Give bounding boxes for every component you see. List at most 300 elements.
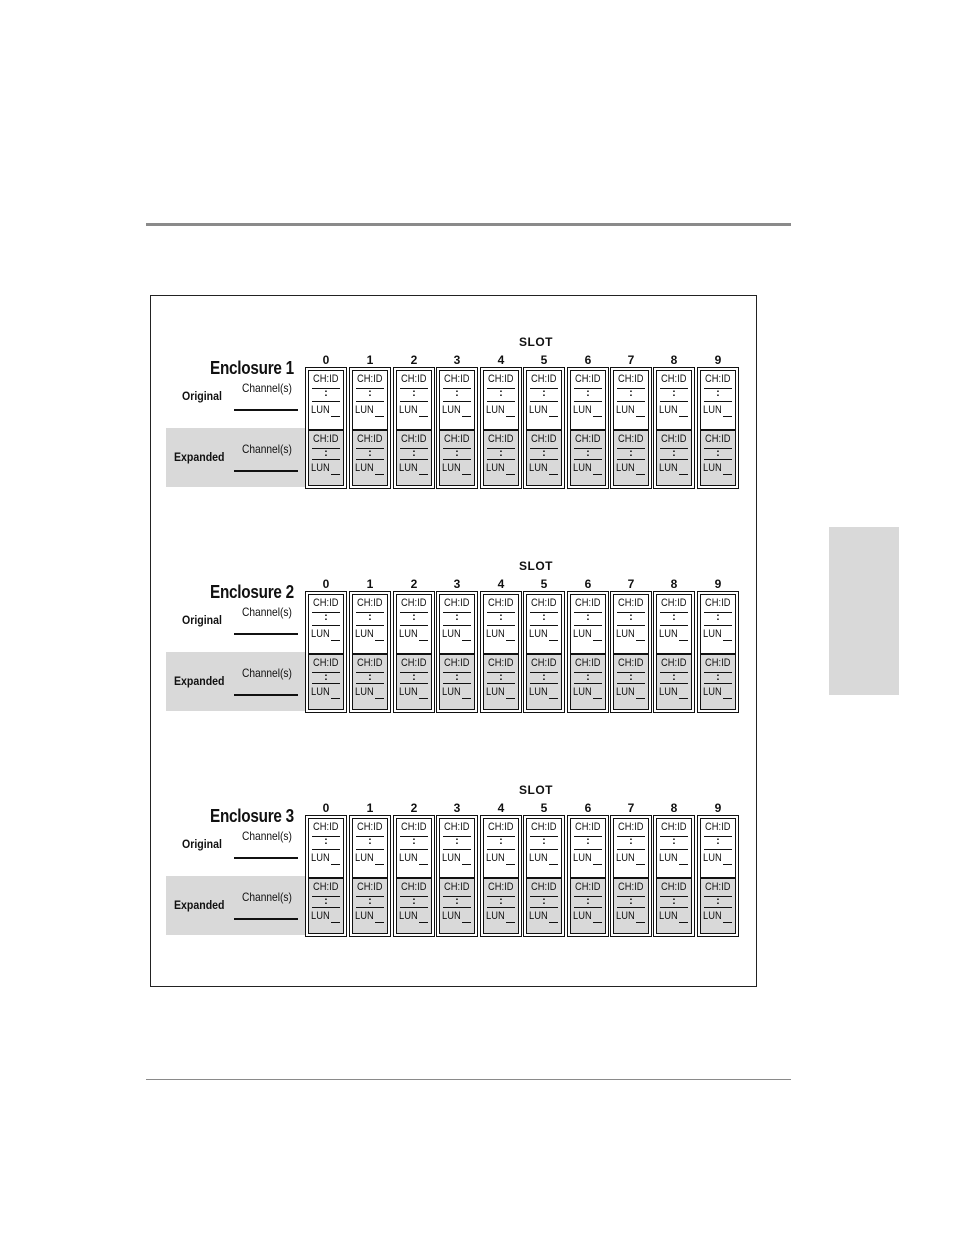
lun-blank <box>375 640 384 641</box>
original-channel-blank <box>234 409 298 411</box>
lun-label: LUN <box>442 628 461 640</box>
chid-colon: : <box>542 611 546 623</box>
chid-colon: : <box>368 387 372 399</box>
lun-label: LUN <box>311 910 330 922</box>
drive-slot <box>567 367 609 489</box>
lun-label: LUN <box>659 686 678 698</box>
chid-label: CH:ID <box>618 597 644 609</box>
chid-colon: : <box>716 895 720 907</box>
lun-label: LUN <box>573 628 592 640</box>
lun-blank <box>331 864 340 865</box>
expanded-cell <box>308 430 344 486</box>
slot-number: 5 <box>540 353 548 367</box>
drive-slot <box>567 815 609 937</box>
ch-id-blank-line <box>443 907 471 908</box>
ch-id-blank-line <box>356 849 384 850</box>
slot-number: 4 <box>497 801 505 815</box>
lun-blank <box>679 864 688 865</box>
chid-label: CH:ID <box>313 821 339 833</box>
ch-id-blank-line <box>443 849 471 850</box>
ch-id-blank-line <box>617 907 645 908</box>
expanded-cell <box>308 878 344 934</box>
chid-colon: : <box>499 387 503 399</box>
lun-label: LUN <box>529 628 548 640</box>
lun-blank <box>549 474 558 475</box>
original-row-label: Original <box>182 837 222 851</box>
lun-blank <box>506 922 515 923</box>
original-cell <box>656 818 692 878</box>
lun-label: LUN <box>529 686 548 698</box>
chid-label: CH:ID <box>444 657 470 669</box>
expanded-cell <box>352 654 388 710</box>
drive-slot <box>697 591 739 713</box>
lun-blank <box>636 416 645 417</box>
chid-colon: : <box>455 611 459 623</box>
expanded-cell <box>613 654 649 710</box>
ch-id-blank-line <box>574 401 602 402</box>
lun-blank <box>331 640 340 641</box>
ch-id-blank-line <box>617 625 645 626</box>
lun-blank <box>375 698 384 699</box>
lun-label: LUN <box>355 686 374 698</box>
ch-id-blank-line <box>312 683 340 684</box>
chid-label: CH:ID <box>313 657 339 669</box>
original-channel-label: Channel(s) <box>242 605 292 619</box>
original-cell <box>308 594 344 654</box>
ch-id-blank-line <box>487 401 515 402</box>
lun-label: LUN <box>399 910 418 922</box>
lun-label: LUN <box>311 404 330 416</box>
expanded-channel-blank <box>234 470 298 472</box>
lun-label: LUN <box>573 462 592 474</box>
lun-label: LUN <box>311 686 330 698</box>
drive-slot <box>436 815 478 937</box>
ch-id-blank-line <box>704 625 732 626</box>
drive-slot <box>393 591 435 713</box>
drive-slot <box>523 815 565 937</box>
chid-label: CH:ID <box>444 433 470 445</box>
expanded-cell <box>439 878 475 934</box>
drive-slot <box>480 815 522 937</box>
lun-blank <box>593 474 602 475</box>
chid-colon: : <box>586 611 590 623</box>
expanded-cell <box>483 878 519 934</box>
ch-id-blank-line <box>312 849 340 850</box>
chid-colon: : <box>455 671 459 683</box>
drive-slot <box>653 591 695 713</box>
ch-id-blank-line <box>487 849 515 850</box>
original-cell <box>396 370 432 430</box>
ch-id-blank-line <box>356 625 384 626</box>
lun-label: LUN <box>486 852 505 864</box>
chid-colon: : <box>542 895 546 907</box>
original-cell <box>656 370 692 430</box>
lun-blank <box>462 474 471 475</box>
lun-blank <box>636 640 645 641</box>
ch-id-blank-line <box>574 625 602 626</box>
slot-number: 2 <box>410 353 418 367</box>
chid-label: CH:ID <box>488 597 514 609</box>
chid-colon: : <box>629 835 633 847</box>
chid-colon: : <box>455 895 459 907</box>
chid-colon: : <box>412 895 416 907</box>
original-cell <box>613 370 649 430</box>
chid-colon: : <box>499 611 503 623</box>
chid-colon: : <box>672 895 676 907</box>
drive-slot <box>697 815 739 937</box>
lun-blank <box>679 698 688 699</box>
chid-colon: : <box>324 447 328 459</box>
chid-label: CH:ID <box>531 597 557 609</box>
lun-blank <box>375 922 384 923</box>
drive-slot <box>393 367 435 489</box>
lun-blank <box>331 474 340 475</box>
lun-blank <box>419 922 428 923</box>
enclosure-title: Enclosure 2 <box>210 582 294 602</box>
chid-label: CH:ID <box>531 373 557 385</box>
ch-id-blank-line <box>400 401 428 402</box>
ch-id-blank-line <box>704 459 732 460</box>
chid-label: CH:ID <box>618 881 644 893</box>
slot-number: 5 <box>540 801 548 815</box>
chid-colon: : <box>542 671 546 683</box>
ch-id-blank-line <box>530 683 558 684</box>
chid-label: CH:ID <box>488 373 514 385</box>
lun-blank <box>549 864 558 865</box>
chid-colon: : <box>455 835 459 847</box>
slot-number: 6 <box>584 577 592 591</box>
lun-label: LUN <box>311 628 330 640</box>
chid-colon: : <box>716 611 720 623</box>
lun-label: LUN <box>573 852 592 864</box>
original-cell <box>439 818 475 878</box>
expanded-cell <box>700 654 736 710</box>
lun-blank <box>679 416 688 417</box>
lun-blank <box>723 922 732 923</box>
chid-label: CH:ID <box>531 433 557 445</box>
ch-id-blank-line <box>617 683 645 684</box>
ch-id-blank-line <box>356 907 384 908</box>
chid-label: CH:ID <box>661 597 687 609</box>
lun-blank <box>419 416 428 417</box>
drive-slot <box>349 591 391 713</box>
drive-slot <box>567 591 609 713</box>
lun-label: LUN <box>355 628 374 640</box>
drive-slot <box>436 591 478 713</box>
chid-colon: : <box>324 611 328 623</box>
chid-label: CH:ID <box>488 881 514 893</box>
lun-blank <box>419 864 428 865</box>
lun-label: LUN <box>703 404 722 416</box>
slot-number: 7 <box>627 801 635 815</box>
chid-label: CH:ID <box>357 433 383 445</box>
chid-label: CH:ID <box>705 821 731 833</box>
ch-id-blank-line <box>312 459 340 460</box>
lun-label: LUN <box>529 404 548 416</box>
expanded-cell <box>526 430 562 486</box>
chid-label: CH:ID <box>313 597 339 609</box>
ch-id-blank-line <box>704 401 732 402</box>
lun-blank <box>723 640 732 641</box>
expanded-row-label: Expanded <box>174 674 225 688</box>
drive-slot <box>305 367 347 489</box>
lun-blank <box>419 474 428 475</box>
lun-blank <box>506 698 515 699</box>
ch-id-blank-line <box>356 459 384 460</box>
chid-label: CH:ID <box>444 821 470 833</box>
lun-label: LUN <box>399 462 418 474</box>
chid-label: CH:ID <box>444 373 470 385</box>
lun-label: LUN <box>659 628 678 640</box>
slot-number: 3 <box>453 577 461 591</box>
chid-colon: : <box>586 835 590 847</box>
header-rule <box>146 223 791 226</box>
lun-blank <box>723 698 732 699</box>
ch-id-blank-line <box>312 625 340 626</box>
original-cell <box>352 594 388 654</box>
chid-label: CH:ID <box>661 373 687 385</box>
lun-blank <box>593 698 602 699</box>
lun-label: LUN <box>703 462 722 474</box>
chid-label: CH:ID <box>575 373 601 385</box>
chid-label: CH:ID <box>575 821 601 833</box>
lun-blank <box>679 474 688 475</box>
chid-colon: : <box>629 895 633 907</box>
original-cell <box>483 370 519 430</box>
original-cell <box>439 594 475 654</box>
ch-id-blank-line <box>530 907 558 908</box>
chid-colon: : <box>412 835 416 847</box>
lun-label: LUN <box>703 686 722 698</box>
chid-label: CH:ID <box>575 433 601 445</box>
lun-label: LUN <box>399 686 418 698</box>
chid-colon: : <box>586 447 590 459</box>
slot-number: 4 <box>497 353 505 367</box>
lun-blank <box>375 864 384 865</box>
drive-slot <box>523 591 565 713</box>
chid-label: CH:ID <box>531 821 557 833</box>
chid-label: CH:ID <box>357 881 383 893</box>
chid-colon: : <box>586 895 590 907</box>
lun-label: LUN <box>616 462 635 474</box>
lun-label: LUN <box>703 852 722 864</box>
expanded-channel-label: Channel(s) <box>242 890 292 904</box>
expanded-cell <box>570 878 606 934</box>
original-cell <box>308 370 344 430</box>
chid-colon: : <box>499 895 503 907</box>
lun-blank <box>462 640 471 641</box>
original-row-label: Original <box>182 389 222 403</box>
lun-blank <box>462 864 471 865</box>
lun-label: LUN <box>616 852 635 864</box>
drive-slot <box>610 367 652 489</box>
lun-blank <box>375 416 384 417</box>
chid-label: CH:ID <box>618 821 644 833</box>
chid-colon: : <box>629 611 633 623</box>
lun-label: LUN <box>442 686 461 698</box>
ch-id-blank-line <box>400 683 428 684</box>
slot-number: 6 <box>584 801 592 815</box>
original-cell <box>483 594 519 654</box>
original-cell <box>656 594 692 654</box>
chid-colon: : <box>716 671 720 683</box>
drive-slot <box>610 815 652 937</box>
slot-number: 8 <box>670 353 678 367</box>
chid-colon: : <box>368 671 372 683</box>
lun-label: LUN <box>399 852 418 864</box>
ch-id-blank-line <box>704 683 732 684</box>
original-cell <box>570 594 606 654</box>
lun-label: LUN <box>616 404 635 416</box>
original-cell <box>613 594 649 654</box>
ch-id-blank-line <box>530 625 558 626</box>
chid-label: CH:ID <box>444 881 470 893</box>
chid-label: CH:ID <box>357 821 383 833</box>
ch-id-blank-line <box>660 625 688 626</box>
lun-blank <box>636 474 645 475</box>
lun-blank <box>549 640 558 641</box>
original-cell <box>700 594 736 654</box>
lun-blank <box>593 864 602 865</box>
chid-colon: : <box>542 387 546 399</box>
slot-number: 7 <box>627 577 635 591</box>
lun-blank <box>462 698 471 699</box>
lun-label: LUN <box>703 628 722 640</box>
ch-id-blank-line <box>443 625 471 626</box>
ch-id-blank-line <box>574 459 602 460</box>
expanded-cell <box>526 654 562 710</box>
lun-blank <box>506 640 515 641</box>
lun-label: LUN <box>311 852 330 864</box>
chid-label: CH:ID <box>705 881 731 893</box>
chid-label: CH:ID <box>313 373 339 385</box>
lun-label: LUN <box>703 910 722 922</box>
slot-number: 3 <box>453 801 461 815</box>
drive-slot <box>653 815 695 937</box>
chid-label: CH:ID <box>357 657 383 669</box>
expanded-cell <box>396 430 432 486</box>
slot-number: 3 <box>453 353 461 367</box>
lun-label: LUN <box>399 404 418 416</box>
slot-number: 4 <box>497 577 505 591</box>
ch-id-blank-line <box>617 401 645 402</box>
ch-id-blank-line <box>400 459 428 460</box>
slot-number: 9 <box>714 577 722 591</box>
ch-id-blank-line <box>400 907 428 908</box>
lun-blank <box>723 474 732 475</box>
ch-id-blank-line <box>400 625 428 626</box>
lun-label: LUN <box>573 686 592 698</box>
chid-colon: : <box>542 447 546 459</box>
lun-label: LUN <box>659 404 678 416</box>
lun-label: LUN <box>311 462 330 474</box>
lun-blank <box>506 416 515 417</box>
expanded-cell <box>526 878 562 934</box>
expanded-cell <box>396 654 432 710</box>
chid-label: CH:ID <box>575 597 601 609</box>
drive-slot <box>305 591 347 713</box>
chid-colon: : <box>629 447 633 459</box>
chid-label: CH:ID <box>618 433 644 445</box>
original-cell <box>308 818 344 878</box>
chid-colon: : <box>672 447 676 459</box>
chid-colon: : <box>499 835 503 847</box>
chid-label: CH:ID <box>705 597 731 609</box>
slot-number: 6 <box>584 353 592 367</box>
chid-label: CH:ID <box>618 657 644 669</box>
lun-blank <box>723 416 732 417</box>
ch-id-blank-line <box>530 459 558 460</box>
ch-id-blank-line <box>443 459 471 460</box>
lun-blank <box>331 922 340 923</box>
expanded-cell <box>656 878 692 934</box>
lun-blank <box>331 698 340 699</box>
lun-blank <box>636 864 645 865</box>
lun-blank <box>593 416 602 417</box>
expanded-cell <box>656 654 692 710</box>
chid-colon: : <box>368 447 372 459</box>
chid-colon: : <box>455 447 459 459</box>
original-row-label: Original <box>182 613 222 627</box>
chid-label: CH:ID <box>661 821 687 833</box>
chid-label: CH:ID <box>661 657 687 669</box>
original-cell <box>396 818 432 878</box>
ch-id-blank-line <box>574 849 602 850</box>
drive-slot <box>480 367 522 489</box>
lun-label: LUN <box>616 686 635 698</box>
slot-number: 1 <box>366 353 374 367</box>
chid-colon: : <box>716 447 720 459</box>
enclosure-block <box>166 333 742 533</box>
chid-colon: : <box>629 387 633 399</box>
ch-id-blank-line <box>356 683 384 684</box>
lun-label: LUN <box>486 628 505 640</box>
slot-number: 1 <box>366 801 374 815</box>
chid-label: CH:ID <box>313 881 339 893</box>
chid-colon: : <box>672 671 676 683</box>
expanded-row-label: Expanded <box>174 898 225 912</box>
lun-label: LUN <box>486 462 505 474</box>
expanded-cell <box>352 878 388 934</box>
chid-label: CH:ID <box>401 881 427 893</box>
chid-colon: : <box>586 387 590 399</box>
lun-blank <box>419 640 428 641</box>
ch-id-blank-line <box>530 401 558 402</box>
slot-number: 9 <box>714 353 722 367</box>
lun-blank <box>419 698 428 699</box>
drive-slot <box>349 367 391 489</box>
lun-blank <box>636 922 645 923</box>
expanded-cell <box>308 654 344 710</box>
lun-label: LUN <box>486 910 505 922</box>
chid-label: CH:ID <box>488 657 514 669</box>
slot-number: 7 <box>627 353 635 367</box>
slot-number: 8 <box>670 801 678 815</box>
expanded-cell <box>656 430 692 486</box>
ch-id-blank-line <box>443 683 471 684</box>
chid-label: CH:ID <box>575 657 601 669</box>
ch-id-blank-line <box>660 849 688 850</box>
slot-number: 0 <box>322 353 330 367</box>
ch-id-blank-line <box>443 401 471 402</box>
enclosure-title: Enclosure 1 <box>210 358 294 378</box>
chid-label: CH:ID <box>618 373 644 385</box>
chid-colon: : <box>412 447 416 459</box>
expanded-cell <box>700 430 736 486</box>
lun-label: LUN <box>355 910 374 922</box>
ch-id-blank-line <box>660 683 688 684</box>
ch-id-blank-line <box>487 459 515 460</box>
